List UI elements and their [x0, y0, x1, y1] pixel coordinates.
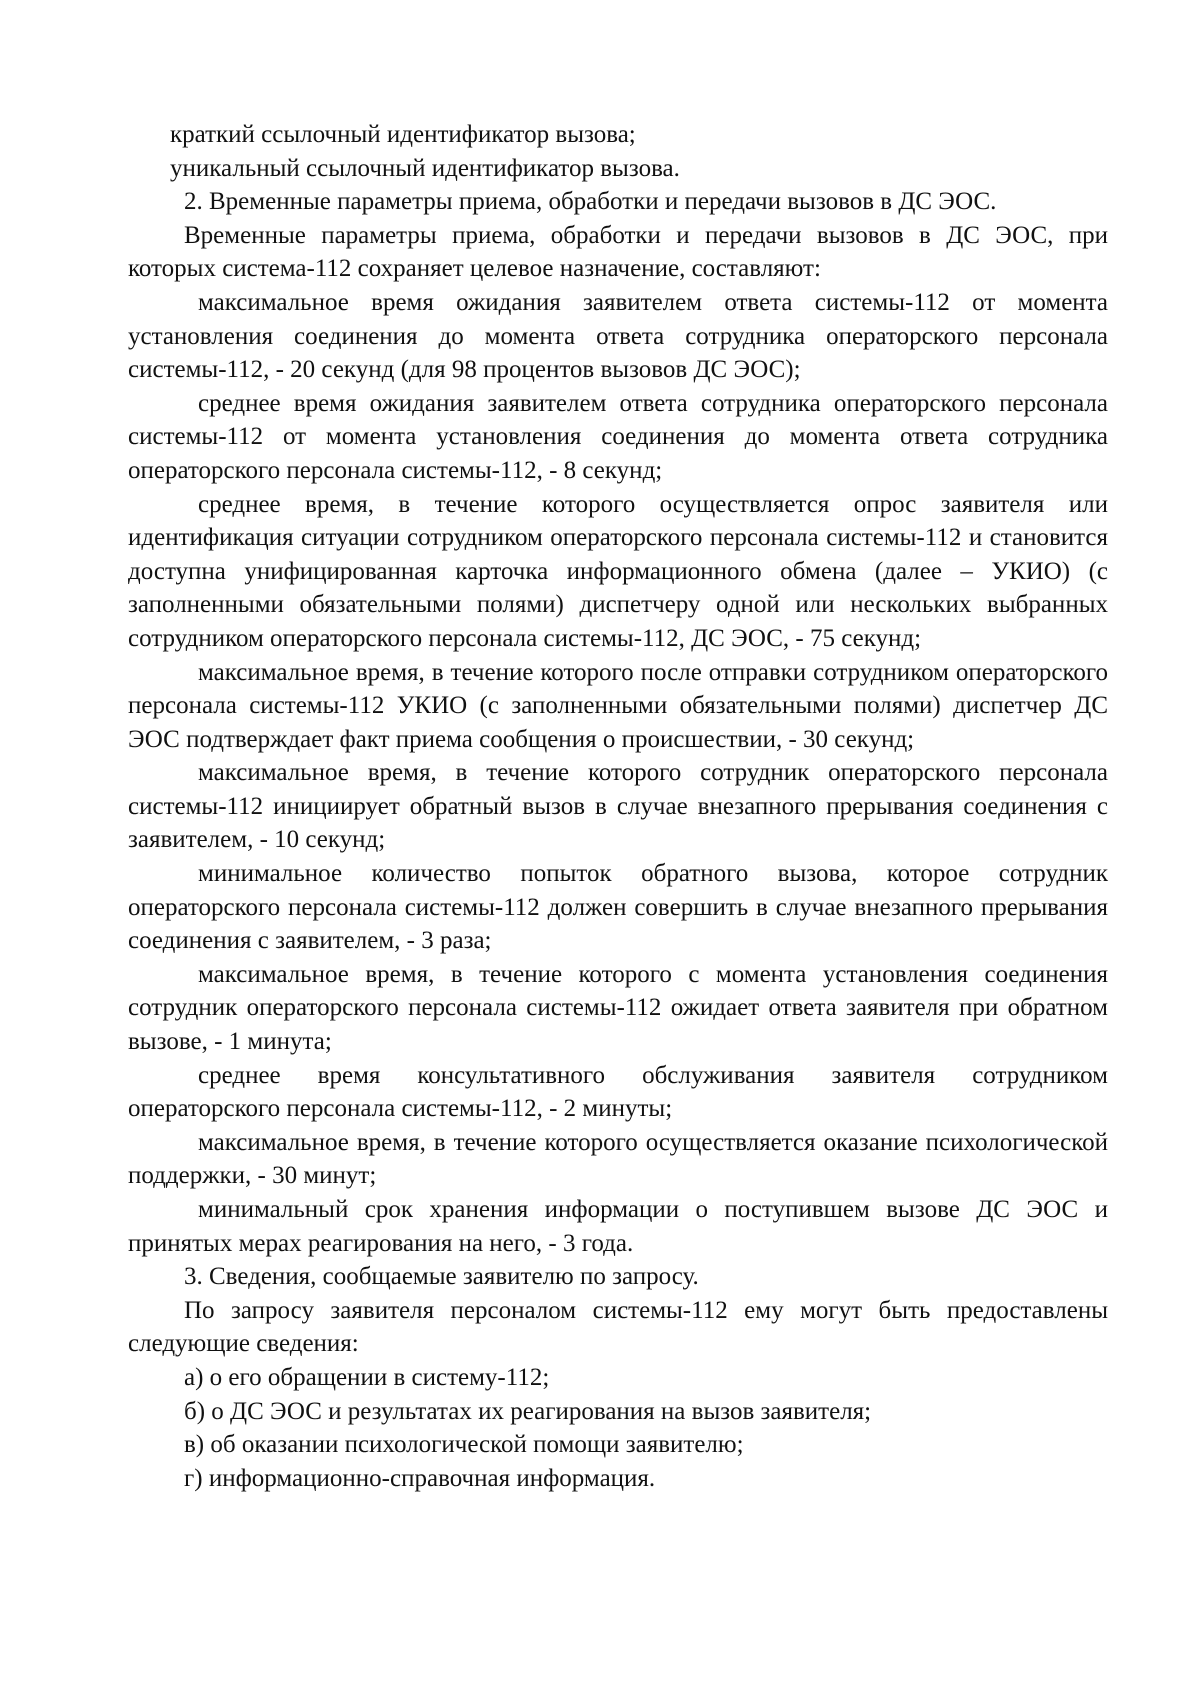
- paragraph-callback-init-time: максимальное время, в течение которого сотрудник операторского персонала системы-112 инициирует обратный вызов в случае внезапного прерывания соединения с заявителем, - 10 секунд;: [128, 759, 1108, 854]
- paragraph-avg-survey-time: среднее время, в течение которого осуществляется опрос заявителя или идентификация ситуации сотрудником операторского персонала системы-112 и становится доступна унифицированная карточка информационного обмена (далее – УКИО) (с заполненными обязательными полями) диспетчеру одной или нескольких выбранных сотрудником операторского персонала системы-112, ДС ЭОС, - 75 секунд;: [128, 490, 1108, 652]
- paragraph-max-wait-time: максимальное время ожидания заявителем ответа системы-112 от момента установления соединения до момента ответа сотрудника операторского персонала системы-112, - 20 секунд (для 98 процентов вызовов ДС ЭОС);: [128, 288, 1108, 384]
- paragraph-time-parameters-intro: Временные параметры приема, обработки и передачи вызовов в ДС ЭОС, при которых система-112 сохраняет целевое назначение, составляют:: [128, 221, 1108, 283]
- paragraph-short-call-id: краткий ссылочный идентификатор вызова;: [170, 121, 636, 148]
- document-body: [128, 118, 1108, 1495]
- list-item-a: а) о его обращении в систему-112;: [184, 1363, 550, 1391]
- list-item-v: в) об оказании психологической помощи заявителю;: [184, 1431, 744, 1459]
- paragraph-consult-time: среднее время консультативного обслуживания заявителя сотрудником операторского персонала системы-112, - 2 минуты;: [128, 1061, 1108, 1123]
- paragraph-unique-call-id: уникальный ссылочный идентификатор вызова.: [170, 154, 680, 182]
- list-item-g: г) информационно-справочная информация.: [184, 1464, 656, 1492]
- paragraph-callback-wait-time: максимальное время, в течение которого с момента установления соединения сотрудник операторского персонала системы-112 ожидает ответа заявителя при обратном вызове, - 1 минута;: [128, 960, 1108, 1056]
- paragraph-callback-attempts: минимальное количество попыток обратного вызова, которое сотрудник операторского персонала системы-112 должен совершить в случае внезапного прерывания соединения с заявителем, - 3 раза;: [128, 860, 1108, 955]
- paragraph-storage-period: минимальный срок хранения информации о поступившем вызове ДС ЭОС и принятых мерах реагирования на него, - 3 года.: [128, 1196, 1108, 1257]
- paragraph-info-on-request-intro: По запросу заявителя персоналом системы-112 ему могут быть предоставлены следующие сведения:: [128, 1296, 1108, 1358]
- list-item-b: б) о ДС ЭОС и результатах их реагирования на вызов заявителя;: [184, 1397, 872, 1425]
- section-heading-2: 2. Временные параметры приема, обработки и передачи вызовов в ДС ЭОС.: [184, 188, 997, 216]
- paragraph-avg-wait-time: среднее время ожидания заявителем ответа сотрудника операторского персонала системы-112 от момента установления соединения до момента ответа сотрудника операторского персонала системы-112, - 8 секунд;: [128, 389, 1108, 484]
- paragraph-psych-support-time: максимальное время, в течение которого осуществляется оказание психологической поддержки, - 30 минут;: [128, 1128, 1108, 1190]
- section-heading-3: 3. Сведения, сообщаемые заявителю по запросу.: [184, 1263, 699, 1291]
- paragraph-max-confirm-time: максимальное время, в течение которого после отправки сотрудником операторского персонала системы-112 УКИО (с заполненными обязательными полями) диспетчер ДС ЭОС подтверждает факт приема сообщения о происшествии, - 30 секунд;: [128, 658, 1108, 753]
